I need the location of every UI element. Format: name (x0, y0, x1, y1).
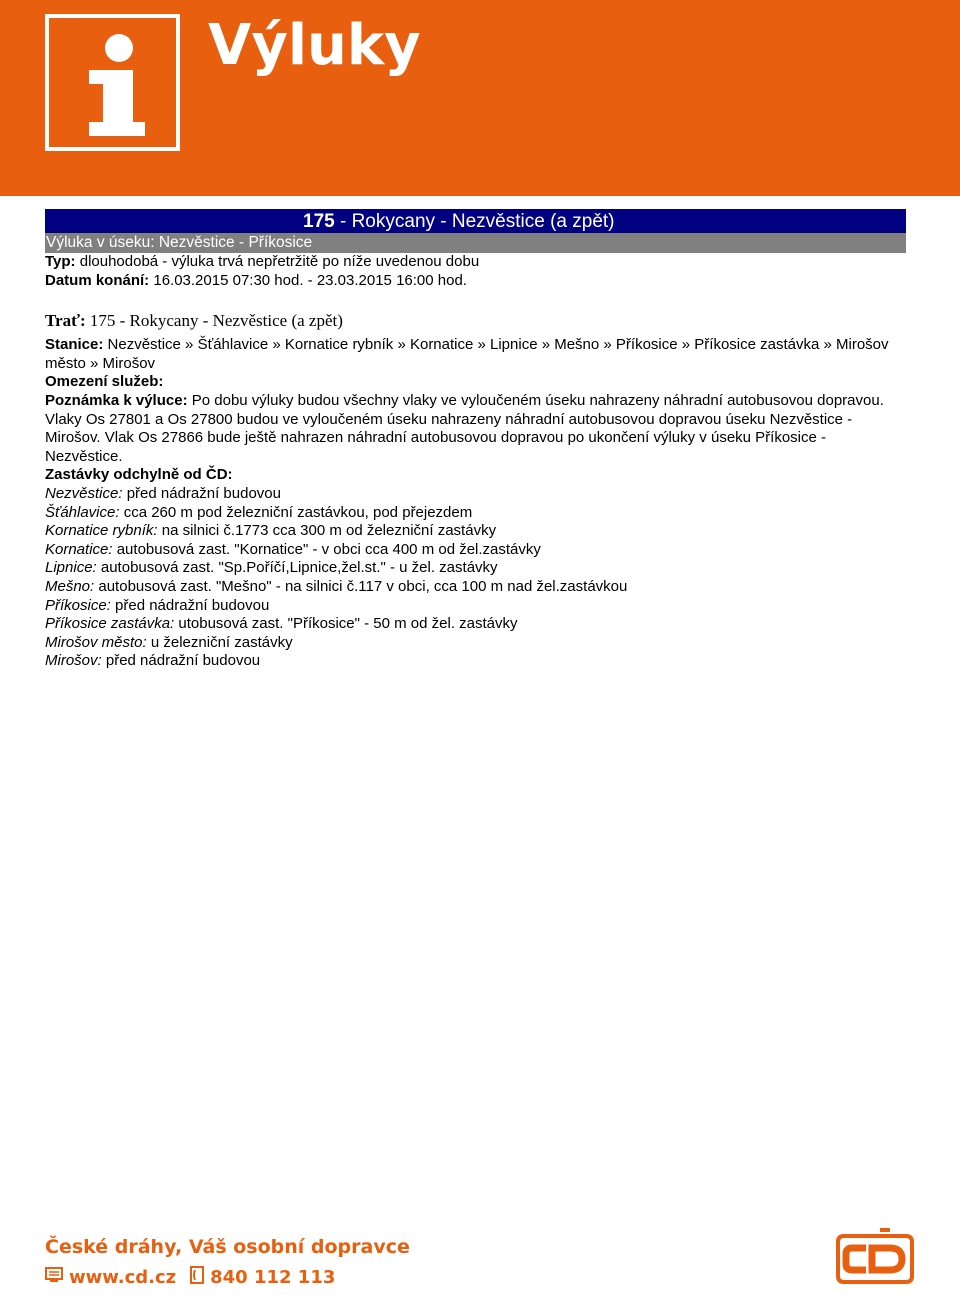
stop-name: Kornatice rybník: (45, 522, 158, 540)
stop-name: Lipnice: (45, 559, 97, 577)
stop-name: Mirošov město: (45, 633, 147, 651)
stop-desc: utobusová zast. "Příkosice" - 50 m od žel. zastávky (174, 615, 518, 633)
stop-desc: autobusová zast. "Sp.Poříčí,Lipnice,žel.st." - u žel. zastávky (96, 559, 498, 577)
line-name: - Rokycany - Nezvěstice (a zpět) (334, 211, 615, 232)
restrictions-label: Omezení služeb: (45, 373, 164, 391)
type-label: Typ: (45, 253, 76, 270)
page-title: Výluky (208, 13, 421, 78)
stop-name: Kornatice: (45, 540, 113, 558)
computer-icon (45, 1267, 63, 1288)
stop-desc: před nádražní budovou (122, 484, 281, 502)
website-link[interactable]: www.cd.cz (69, 1267, 177, 1288)
date-label: Datum konání: (45, 271, 150, 289)
stations-row (45, 336, 906, 373)
phone-icon (190, 1266, 204, 1289)
stop-name: Šťáhlavice: (45, 503, 120, 521)
note-label: Poznámka k výluce: (45, 391, 188, 409)
stop-desc: před nádražní budovou (110, 596, 270, 614)
stop-name: Příkosice zastávka: (45, 615, 175, 633)
list-item (45, 578, 906, 597)
stations-label: Stanice: (45, 336, 104, 354)
stop-name: Mirošov: (45, 652, 102, 670)
list-item (45, 597, 906, 616)
list-item (45, 615, 906, 634)
stop-desc: cca 260 m pod železniční zastávkou, pod přejezdem (119, 503, 473, 521)
list-item (45, 504, 906, 523)
header-banner (0, 0, 960, 196)
list-item (45, 541, 906, 560)
type-row (45, 253, 906, 272)
stop-desc: před nádražní budovou (101, 652, 261, 670)
trat-row (45, 310, 906, 332)
info-icon (45, 14, 180, 151)
stop-desc: na silnici č.1773 cca 300 m od železniční zastávky (157, 522, 497, 540)
footer-slogan: České dráhy, Váš osobní dopravce (45, 1236, 410, 1258)
list-item (45, 522, 906, 541)
stops-list (45, 485, 906, 671)
line-number: 175 (303, 211, 335, 232)
stop-desc: u železniční zastávky (146, 633, 293, 651)
stop-desc: autobusová zast. "Kornatice" - v obci cca 400 m od žel.zastávky (112, 540, 541, 558)
stop-name: Mešno: (45, 577, 95, 595)
note-text: Po dobu výluky budou všechny vlaky ve vyloučeném úseku nahrazeny náhradní autobusovou dopravou. Vlaky Os 27801 a Os 27800 budou ve vyloučeném úseku nahrazeny náhradní autobusovou dopravou úseku Nezvěstice - Mirošov. Vlak Os 27866 bude ještě nahrazen náhradní autobusovou dopravou po ukončení výluky v úseku Příkosice - Nezvěstice. (45, 391, 884, 465)
line-title-bar (45, 209, 906, 233)
stations-value: Nezvěstice » Šťáhlavice » Kornatice rybník » Kornatice » Lipnice » Mešno » Příkosice » Příkosice zastávka » Mirošov město » Mirošov (45, 336, 889, 372)
stop-desc: autobusová zast. "Mešno" - na silnici č.117 v obci, cca 100 m nad žel.zastávkou (94, 577, 628, 595)
list-item (45, 652, 906, 671)
date-row (45, 272, 906, 291)
phone-number: 840 112 113 (210, 1267, 336, 1288)
stop-name: Nezvěstice: (45, 484, 123, 502)
section-heading: Výluka v úseku: Nezvěstice - Příkosice (45, 233, 906, 253)
stops-label: Zastávky odchylně od ČD: (45, 466, 233, 484)
footer-contacts (45, 1266, 335, 1289)
note-row (45, 392, 906, 466)
trat-value: 175 - Rokycany - Nezvěstice (a zpět) (85, 311, 343, 331)
list-item (45, 485, 906, 504)
list-item (45, 559, 906, 578)
cd-logo (830, 1228, 918, 1295)
closure-detail (45, 209, 906, 671)
type-value: dlouhodobá - výluka trvá nepřetržitě po níže uvedenou dobu (75, 253, 480, 270)
trat-label: Trať: (45, 311, 86, 331)
list-item (45, 634, 906, 653)
date-value: 16.03.2015 07:30 hod. - 23.03.2015 16:00 hod. (149, 271, 467, 289)
stop-name: Příkosice: (45, 596, 111, 614)
